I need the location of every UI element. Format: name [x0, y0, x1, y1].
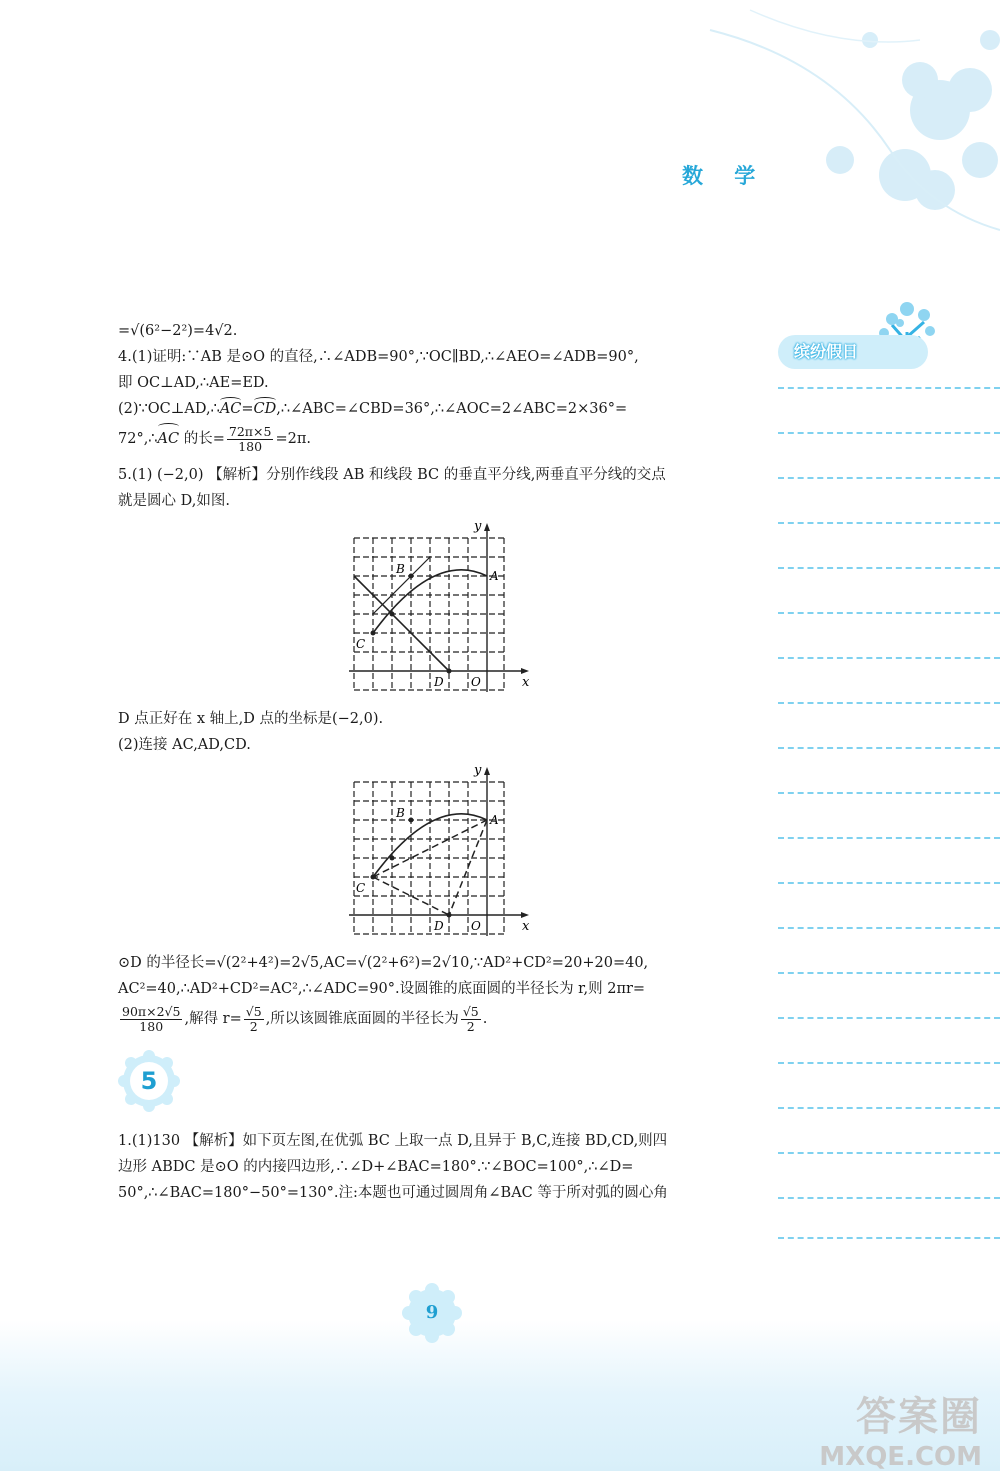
section-number: 5: [140, 1067, 158, 1095]
fraction: [120, 1005, 182, 1034]
note-line: [778, 1237, 1000, 1239]
fraction-numerator: √5: [245, 1003, 262, 1019]
text-line: AC²=40,∴AD²+CD²=AC²,∴∠ADC=90°.设圆锥的底面圆的半径长为 r,则 2πr=: [118, 981, 646, 997]
fraction-denominator: 2: [466, 1018, 475, 1034]
text-line: 即 OC⊥AD,∴AE=ED.: [118, 375, 269, 391]
text-span: ,解得 r=: [184, 1011, 242, 1027]
note-line: [778, 1152, 1000, 1154]
note-line: [778, 567, 1000, 569]
text-line: (2)连接 AC,AD,CD.: [118, 737, 251, 753]
arc-label: CD: [254, 396, 277, 422]
text-span: ,所以该圆锥底面圆的半径长为: [265, 1011, 459, 1027]
sidebar-label: 缤纷假日: [778, 335, 928, 369]
section-badge: [118, 1050, 180, 1112]
answer-content: [118, 318, 750, 1206]
point-label-o: O: [471, 675, 481, 689]
note-line: [778, 702, 1000, 704]
text-span: 的长=: [179, 431, 225, 447]
axis-label-x: x: [522, 675, 530, 690]
note-line: [778, 792, 1000, 794]
note-line: [778, 1017, 1000, 1019]
text-line: D 点正好在 x 轴上,D 点的坐标是(−2,0).: [118, 711, 384, 727]
axis-label-y: y: [474, 764, 482, 778]
text-line: 50°,∴∠BAC=180°−50°=130°.注:本题也可通过圆周角∠BAC 等于所对弧的圆心角: [118, 1185, 668, 1201]
note-line: [778, 1107, 1000, 1109]
note-line: [778, 612, 1000, 614]
note-line: [778, 837, 1000, 839]
text-line: 就是圆心 D,如图.: [118, 493, 230, 509]
point-label-a: A: [490, 569, 499, 583]
grid-figure-1: [334, 520, 534, 700]
text-line: 4.(1)证明:∵AB 是⊙O 的直径,∴∠ADB=90°,∵OC∥BD,∴∠AEO=∠ADB=90°,: [118, 349, 639, 365]
flower-decoration: [690, 0, 1000, 250]
text-line: [118, 1002, 750, 1036]
note-line: [778, 657, 1000, 659]
watermark: [782, 1385, 982, 1472]
note-line: [778, 477, 1000, 479]
text-span: ,∴∠ABC=∠CBD=36°,∴∠AOC=2∠ABC=2×36°=: [276, 401, 628, 417]
page-number-badge: [401, 1282, 463, 1344]
point-label-b: B: [396, 562, 405, 576]
arc-label: AC: [220, 396, 242, 422]
text-span: =2π.: [275, 431, 311, 447]
text-span: 72°,∴: [118, 431, 158, 447]
axis-label-y: y: [474, 520, 482, 534]
text-line: ⊙D 的半径长=√(2²+4²)=2√5,AC=√(2²+6²)=2√10,∵AD²+CD²=20+20=40,: [118, 955, 649, 971]
watermark-logo-text: 答案圈: [856, 1394, 982, 1440]
point-label-a: A: [490, 813, 499, 827]
fraction: [227, 425, 274, 454]
grid-figure-2: [334, 764, 534, 944]
note-line: [778, 522, 1000, 524]
fraction-numerator: √5: [462, 1003, 479, 1019]
text-line: 1.(1)130 【解析】如下页左图,在优弧 BC 上取一点 D,且异于 B,C,连接 BD,CD,则四: [118, 1133, 668, 1149]
point-label-d: D: [434, 919, 444, 933]
text-line: [118, 422, 750, 456]
point-label-c: C: [356, 637, 366, 651]
point-label-c: C: [356, 881, 366, 895]
note-line: [778, 1062, 1000, 1064]
fraction-denominator: 180: [238, 438, 263, 454]
note-line: [778, 432, 1000, 434]
page-number: 9: [425, 1302, 439, 1323]
fraction-denominator: 180: [139, 1018, 164, 1034]
fraction-numerator: 72π×5: [228, 423, 272, 439]
fraction-numerator: 90π×2√5: [122, 1003, 181, 1019]
point-label-o: O: [471, 919, 481, 933]
watermark-url: MXQE.COM: [819, 1442, 982, 1472]
note-line: [778, 387, 1000, 389]
text-line: =√(6²−2²)=4√2.: [118, 323, 238, 339]
text-line: 5.(1) (−2,0) 【解析】分别作线段 AB 和线段 BC 的垂直平分线,两垂直平分线的交点: [118, 467, 666, 483]
fraction: [461, 1005, 481, 1034]
point-label-b: B: [396, 806, 405, 820]
text-line: 边形 ABDC 是⊙O 的内接四边形,∴∠D+∠BAC=180°.∵∠BOC=100°,∴∠D=: [118, 1159, 634, 1175]
text-line: [118, 396, 750, 422]
axis-label-x: x: [522, 919, 530, 934]
note-line: [778, 927, 1000, 929]
point-label-d: D: [434, 675, 444, 689]
note-line: [778, 1197, 1000, 1199]
note-line: [778, 882, 1000, 884]
fraction: [244, 1005, 264, 1034]
text-span: .: [482, 1011, 488, 1027]
text-span: =: [241, 401, 254, 417]
fraction-denominator: 2: [249, 1018, 258, 1034]
note-line: [778, 747, 1000, 749]
text-span: (2)∵OC⊥AD,∴: [118, 401, 220, 417]
arc-label: AC: [158, 422, 180, 456]
note-line: [778, 972, 1000, 974]
subject-title: 数 学: [682, 164, 768, 188]
